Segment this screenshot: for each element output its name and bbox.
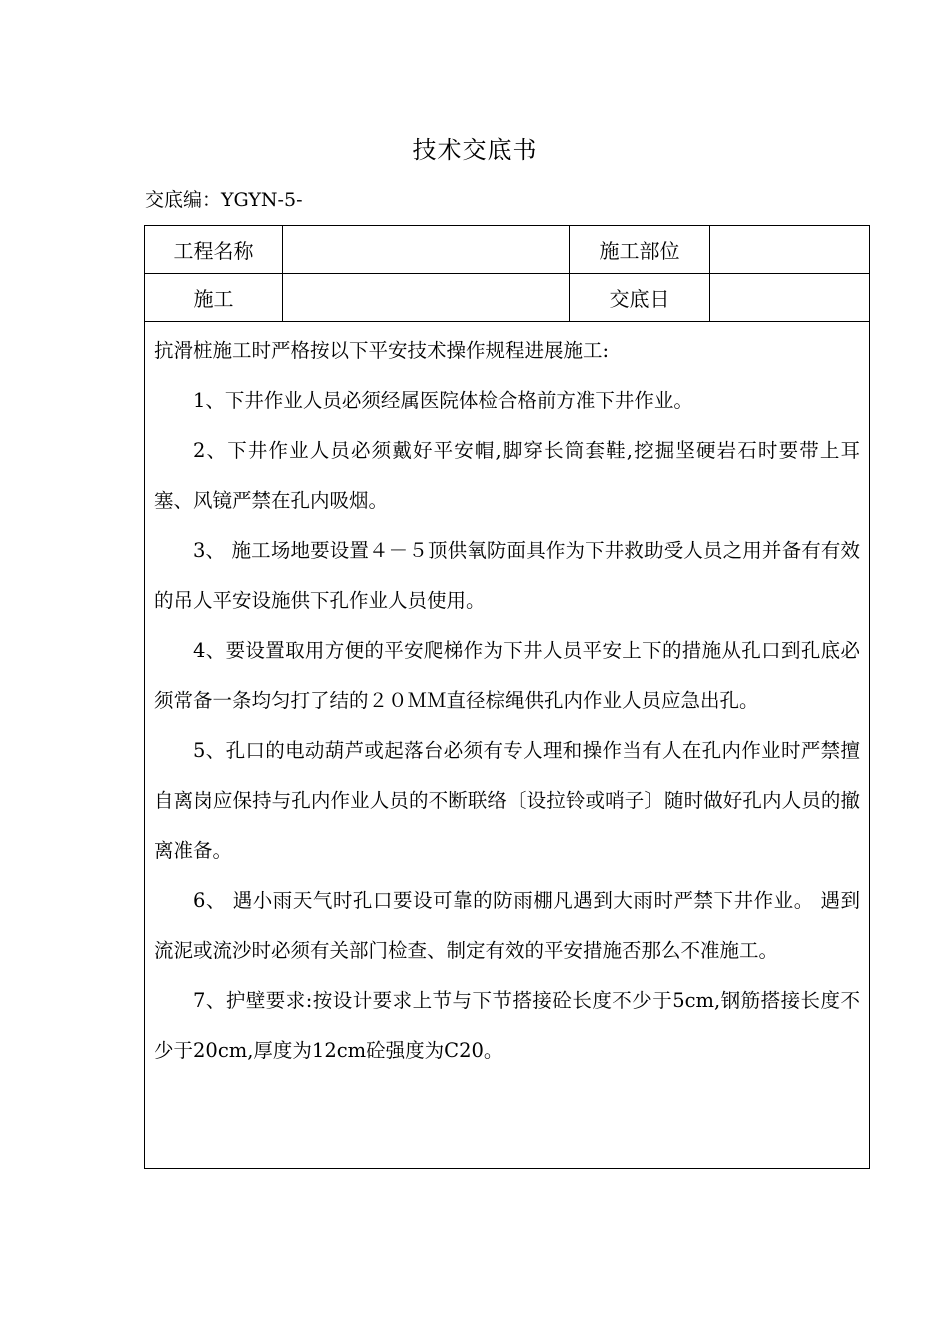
content-item-1: 1、下井作业人员必须经属医院体检合格前方准下井作业。 <box>193 389 693 412</box>
construction-part-field[interactable] <box>710 226 871 273</box>
disclosure-table <box>144 225 870 1169</box>
document-title: 技术交底书 <box>412 136 538 164</box>
disclosure-date-label: 交底日 <box>570 274 710 321</box>
table-row-construction <box>145 274 869 322</box>
content-item-3: 3、 施工场地要设置４－５顶供氧防面具作为下井救助受人员之用并备有有效的吊人平安设施供下孔作业人员使用。 <box>154 539 860 612</box>
content-item-4: 4、要设置取用方便的平安爬梯作为下井人员平安上下的措施从孔口到孔底必须常备一条均匀打了结的２０ＭＭ直径棕绳供孔内作业人员应急出孔。 <box>154 639 860 712</box>
table-row-project <box>145 226 869 274</box>
content-item-2: 2、下井作业人员必须戴好平安帽,脚穿长筒套鞋,挖掘坚硬岩石时要带上耳塞、风镜严禁在孔内吸烟。 <box>154 439 860 512</box>
content-intro: 抗滑桩施工时严格按以下平安技术操作规程进展施工: <box>154 339 610 362</box>
project-name-field[interactable] <box>283 226 570 273</box>
construction-part-label: 施工部位 <box>570 226 710 273</box>
content-item-7: 7、护壁要求:按设计要求上节与下节搭接砼长度不少于5cm,钢筋搭接长度不少于20cm,厚度为12cm砼强度为C20。 <box>154 989 860 1062</box>
content-item-5: 5、孔口的电动葫芦或起落台必须有专人理和操作当有人在孔内作业时严禁擅自离岗应保持与孔内作业人员的不断联络〔设拉铃或哨子〕随时做好孔内人员的撤离准备。 <box>154 739 860 862</box>
construction-label: 施工 <box>145 274 283 321</box>
disclosure-date-field[interactable] <box>710 274 871 321</box>
content-item-6: 6、 遇小雨天气时孔口要设可靠的防雨棚凡遇到大雨时严禁下井作业。 遇到流泥或流沙时必须有关部门检查、制定有效的平安措施否那么不准施工。 <box>154 889 860 962</box>
construction-field[interactable] <box>283 274 570 321</box>
project-name-label: 工程名称 <box>145 226 283 273</box>
disclosure-content <box>154 326 860 1076</box>
document-number: 交底编：YGYN-5- <box>145 189 303 211</box>
